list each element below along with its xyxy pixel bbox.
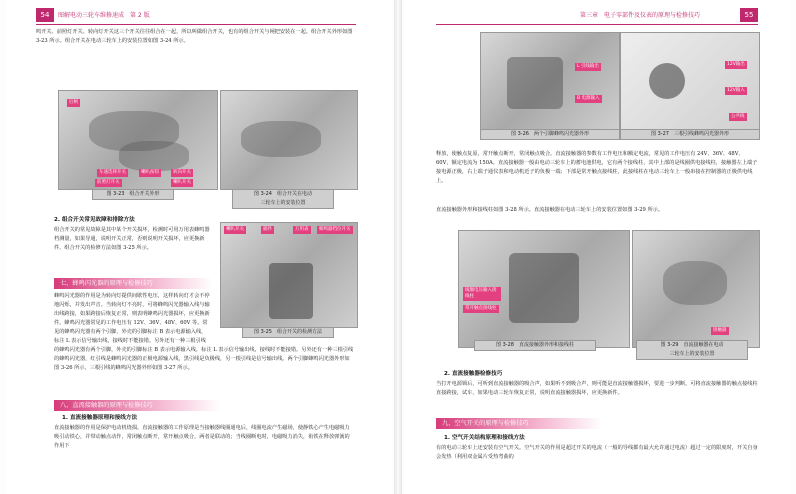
paragraph: 蜂鸣闪光器的作用是为转向灯提供间歇性电压，这样转向灯才会不停地闪烁，并发出声音。当转向灯不亮时，可将蜂鸣闪光器输入线与输出线跨接，如果跨接后恢复正常，则表明蜂鸣闪光器损坏，应更换新件。蜂鸣闪光器常见的工作电压有 12V、36V、48V、60V 等。常见的蜂鸣闪光器有两个引脚，外壳的引脚标注 B 表示电源输入线，标注 L 表示信号输出线，接线时不能接错。另外还有一种三根引线 (54, 293, 210, 344)
page-number: 54 (36, 8, 54, 22)
figure-3-25-photo (220, 222, 358, 328)
caption-line: 图 3-24 组合开关在电动 (254, 191, 312, 197)
fig-tag: 喇叭开关 (173, 180, 191, 185)
header-rule (36, 24, 356, 25)
figure-3-29-photo (632, 230, 760, 348)
fig-tag: 12V输出 (727, 62, 745, 67)
running-header: 第三章 电子零部件及仪表的原理与检修技巧 (580, 12, 701, 19)
figure-3-24-photo (220, 90, 358, 190)
figure-3-27-caption: 图 3-27 三根引线蜂鸣闪光器外形 (620, 129, 760, 140)
paragraph: 组合开关的常见故障是其中某个开关损坏，检测时可用万用表蜂鸣器档测量，如果导通，说明开关正常，否则说明开关损坏，应更换新件。组合开关的检修方法如图 3-25 所示。 (54, 227, 210, 251)
fig-tag: 后闸 (69, 100, 78, 105)
subsection-title: 2. 直流接触器检修技巧 (444, 371, 503, 377)
paragraph: 有的电动三轮车上还安装有空气开关。空气开关的作用是超过开关的电流（一般的导线都有最大允许通过电流）超过一定的限度时，开关自身会发热（利用双金属片受热弯曲的 (436, 445, 758, 460)
fig-tag: 12V输入 (727, 88, 745, 93)
fig-tag: 公共线 (731, 114, 745, 119)
fig-tag: 线圈电压输入接线柱 (463, 287, 501, 301)
figure-3-26-caption: 图 3-26 两个引脚蜂鸣闪光器外形 (480, 129, 620, 140)
figure-3-29-caption (636, 340, 748, 360)
paragraph: 直流接触器外形和接线柱如图 3-28 所示。直流接触器在电动三轮车上的安装位置如图 3-29 所示。 (436, 207, 664, 213)
caption-line: 三轮车上的安装位置 (260, 199, 306, 206)
figure-3-23-photo (58, 90, 218, 190)
fig-tag: 常开触点接线柱 (465, 306, 497, 311)
fig-tag: 车速选择开关 (99, 170, 126, 175)
fig-tag: 插件 (263, 227, 272, 232)
figure-3-27-photo (620, 32, 760, 130)
figure-3-24-caption (232, 189, 334, 209)
subsection-title: 1. 空气开关结构原理和接线方法 (444, 435, 525, 441)
paragraph: 释放，使触点复原，常开触点断开，常闭触点吸合。直流接触器的参数有工作电压和额定电流，常见的工作电压有 24V、36V、48V、60V，额定电流为 150A。直流接触器一般由电动三轮车上的蓄电池供电，它有两个接线柱，其中上部的是线圈供电接线柱，接触器左上端子接电源正极，右上端子通仪表和电动机近子的负极一端；下部是常开触点接线柱，此接线柱在电动三轮车上一般串接在控制器的正极供电线上。 (436, 151, 758, 184)
fig-tag: L 引线输出 (577, 64, 599, 69)
header-rule (436, 24, 758, 25)
subsection-title: 2. 组合开关常见故障和排除方法 (54, 217, 135, 223)
caption-line: 图 3-29 直流接触器在电动 (660, 342, 724, 348)
fig-tag: 万用表 (295, 227, 309, 232)
figure-3-25-caption: 图 3-25 组合开关的检测方法 (242, 327, 334, 338)
figure-3-28-caption: 图 3-28 直流接触器外形和接线柱 (474, 340, 596, 351)
caption-line: 三轮车上的安装位置 (669, 350, 715, 357)
running-header: 图解电动三轮车维修速成 第 2 版 (58, 12, 150, 19)
fig-tag: 前照灯开关 (97, 180, 120, 185)
section-heading: 八、直流接触器的原理与检修技巧 (54, 400, 220, 411)
paragraph-continued: 的蜂鸣闪光器有两个引脚，外壳的引脚标注 B 表示电源输入线，标注 L 表示信号输出线，接线时不能接错。另外还有一种三根引线的蜂鸣闪光器，红引线是蜂鸣闪光器的正极电源输入线，黑引线是负极线，另一根引线是信号输出线。两个引脚蜂鸣闪光器外形如图 3-26 所示，三根引线的蜂鸣闪光器外形如图 3-27 所示。 (54, 347, 354, 371)
fig-tag: 蜂鸣器档位开关 (319, 227, 351, 232)
subsection-title: 1. 直流接触器原理和接线方法 (62, 415, 138, 421)
intro-paragraph: 鸣开关、前照灯开关、转向灯开关这三个开关往往组合在一起，所以叫做组合开关，也有的组合开关与闸把安装在一起。组合开关外形如图 3-23 所示。组合开关在电动三轮车上的安装位置如图 3-24 所示。 (36, 29, 353, 44)
fig-tag: 喇叭开关 (226, 227, 244, 232)
paragraph: 直流接触器的作用是保护电动机烧损。直流接触器的工作原理是当接触器线圈通电后，线圈电流产生磁场，使静铁心产生电磁吸力吸引动铁心，并带动触点动作，常闭触点断开，常开触点吸合，两者是联动的；当线圈断电时，电磁吸力消失，衔铁在释放弹簧的作用下 (54, 425, 350, 449)
left-page (6, 0, 392, 494)
fig-tag: 喇叭按钮 (141, 170, 159, 175)
figure-3-23-caption: 图 3-23 组合开关外形 (92, 189, 174, 200)
section-heading: 九、空气开关的原理与检修技巧 (436, 418, 602, 429)
book-gutter (394, 0, 402, 494)
fig-tag: B 电源输入 (577, 96, 600, 101)
figure-3-28-photo (458, 230, 630, 348)
section-heading: 七、蜂鸣闪光器的原理与检修技巧 (54, 278, 212, 289)
paragraph: 当打开电源锁后，可听到直流接触器的吸合声，如果听不到吸合声，则可能是直流接触器损坏，要进一步判断。可将直流接触器的触点接线柱直接跨接，试车，如果电动三轮车恢复正常，说明直流接触器损坏，应更换新件。 (436, 381, 758, 396)
page-number: 55 (740, 8, 758, 22)
fig-tag: 接触器 (713, 328, 727, 333)
right-page (404, 0, 790, 494)
fig-tag: 转向开关 (173, 170, 191, 175)
figure-3-26-photo (480, 32, 620, 130)
